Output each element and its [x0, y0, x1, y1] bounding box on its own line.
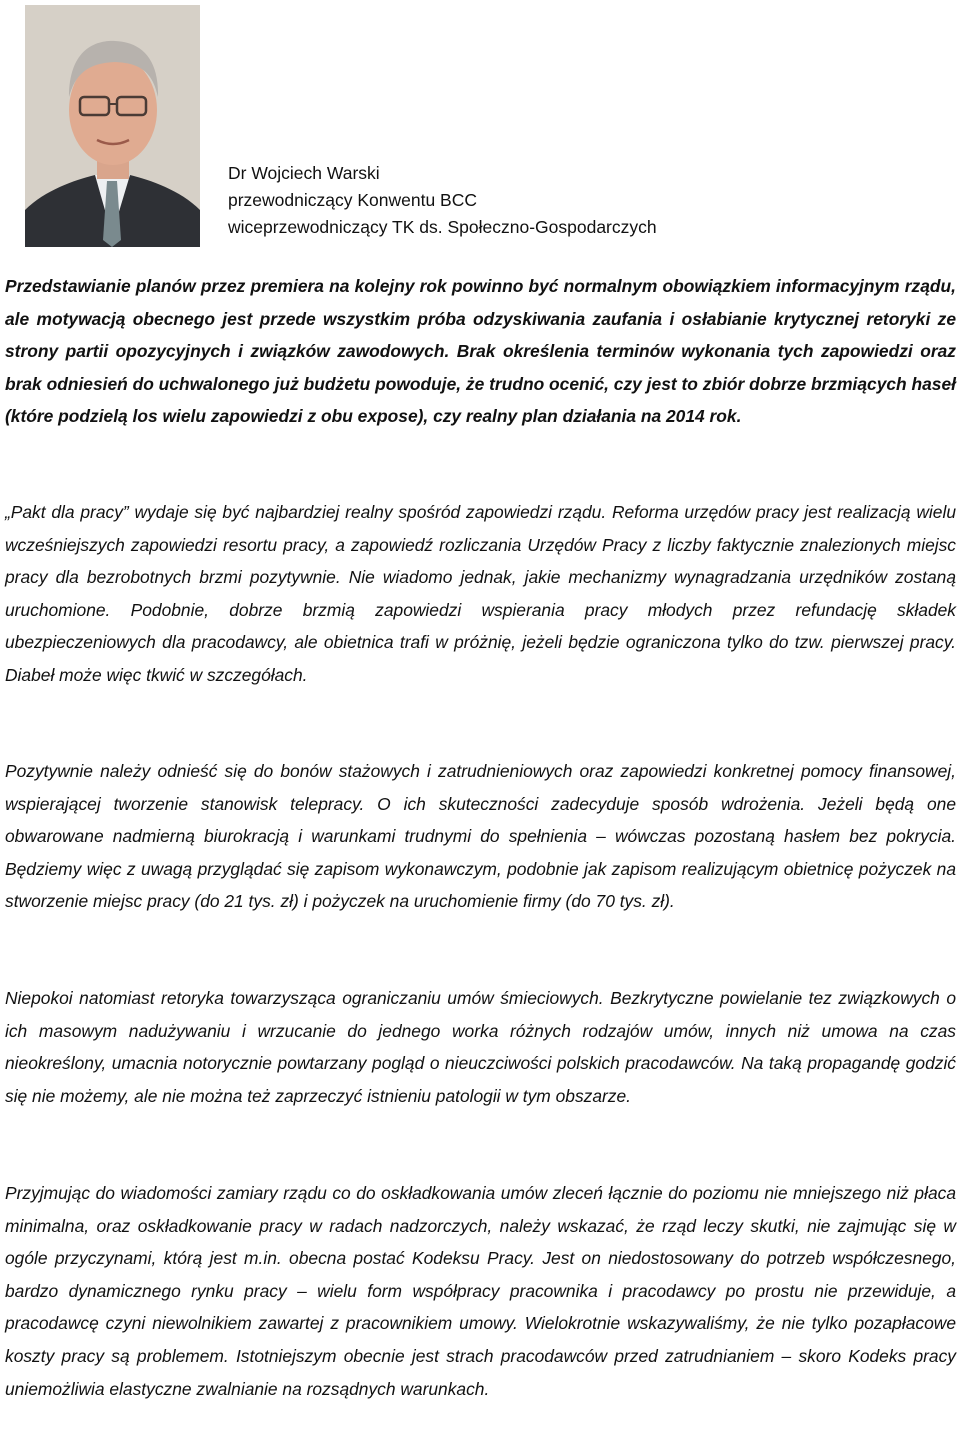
paragraph-1-text: „Pakt dla pracy” wydaje się być najbardziej realny spośród zapowiedzi rządu. Reforma urzędów pracy jest realizacją wielu wcześniejszych zapowiedzi resortu pracy, a zapowiedź rozliczania Urzędów Pracy z liczby faktycznie znalezionych miejsc pracy dla bezrobotnych brzmi pozytywnie. Nie wiadomo jednak, jakie mechanizmy wynagradzania urzędników zostaną uruchomione. Podobnie, dobrze brzmią zapowiedzi wspierania pracy młodych przez refundację składek ubezpieczeniowych dla pracodawcy, ale obietnica trafi w próżnię, jeżeli będzie ograniczona tylko do tzw. pierwszej pracy. Diabeł może więc tkwić w szczegółach.	[5, 502, 956, 685]
portrait-image	[25, 5, 200, 247]
author-role-1: przewodniczący Konwentu BCC	[228, 190, 478, 210]
author-role-2: wiceprzewodniczący TK ds. Społeczno-Gospodarczych	[228, 217, 657, 237]
author-signature	[228, 160, 657, 241]
paragraph-4-text: Przyjmując do wiadomości zamiary rządu co do oskładkowania umów zleceń łącznie do poziomu nie mniejszego niż płaca minimalna, oraz oskładkowanie pracy w radach nadzorczych, należy wskazać, że rząd leczy skutki, nie zajmując się w ogóle przyczynami, którą jest m.in. obecna postać Kodeksu Pracy. Jest on niedostosowany do potrzeb współczesnego, bardzo dynamicznego rynku pracy – wielu form współpracy pracownika i pracodawcy po prostu nie przewiduje, a pracodawcę czyni niewolnikiem zawartej z pracownikiem umowy. Wielokrotnie wskazywaliśmy, że nie tylko pozapłacowe koszty pracy są problemem. Istotniejszym obecnie jest strach pracodawców przed zatrudnianiem – skoro Kodeks pracy uniemożliwia elastyczne zwalnianie na rozsądnych warunkach.	[5, 1183, 956, 1399]
article-paragraph-1	[5, 496, 956, 692]
author-name: Dr Wojciech Warski	[228, 163, 380, 183]
lead-paragraph: Przedstawianie planów przez premiera na kolejny rok powinno być normalnym obowiązkiem informacyjnym rządu, ale motywacją obecnego jest przede wszystkim próba odzyskiwania zaufania i osłabianie krytycznej retoryki ze strony partii opozycyjnych i związków zawodowych. Brak określenia terminów wykonania tych zapowiedzi oraz brak odniesień do uchwalonego już budżetu powoduje, że trudno ocenić, czy jest to zbiór dobrze brzmiących haseł (które podzielą los wielu zapowiedzi z obu expose), czy realny plan działania na 2014 rok.	[5, 276, 956, 427]
article-lead	[5, 270, 956, 433]
article-paragraph-2	[5, 755, 956, 918]
article-paragraph-3	[5, 982, 956, 1112]
paragraph-3-text: Niepokoi natomiast retoryka towarzysząca ograniczaniu umów śmieciowych. Bezkrytyczne powielanie tez związkowych o ich masowym nadużywaniu i wrzucanie do jednego worka różnych rodzajów umów, innych niż umowa na czas nieokreślony, umacnia notorycznie powtarzany pogląd o nieuczciwości polskich pracodawców. Na taką propagandę godzić się nie możemy, ale nie można też zaprzeczyć istnieniu patologii w tym obszarze.	[5, 988, 956, 1106]
paragraph-2-text: Pozytywnie należy odnieść się do bonów stażowych i zatrudnieniowych oraz zapowiedzi konkretnej pomocy finansowej, wspierającej tworzenie stanowisk telepracy. O ich skuteczności zadecyduje sposób wdrożenia. Jeżeli będą one obwarowane nadmierną biurokracją i warunkami trudnymi do spełnienia – wówczas pozostaną hasłem bez pokrycia. Będziemy więc z uwagą przyglądać się zapisom wykonawczym, podobnie jak zapisom realizującym obietnicę pożyczek na stworzenie miejsc pracy (do 21 tys. zł) i pożyczek na uruchomienie firmy (do 70 tys. zł).	[5, 761, 956, 912]
article-paragraph-4	[5, 1177, 956, 1405]
author-photo	[25, 5, 200, 247]
